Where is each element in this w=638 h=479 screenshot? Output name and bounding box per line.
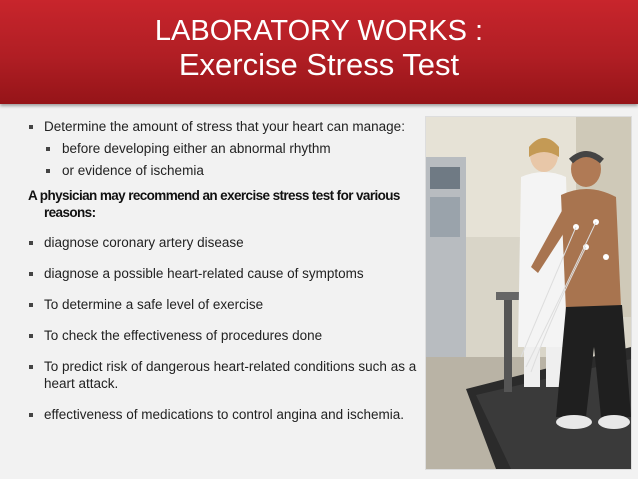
reason-item: To check the effectiveness of procedures done <box>28 327 420 344</box>
slide-body <box>28 118 420 423</box>
title-line-2: Exercise Stress Test <box>178 47 460 82</box>
reason-item: diagnose coronary artery disease <box>28 234 420 251</box>
sub-bullet: before developing either an abnormal rhythm <box>28 140 420 157</box>
reason-item: diagnose a possible heart-related cause of symptoms <box>28 265 420 282</box>
bullet-main: Determine the amount of stress that your heart can manage: <box>28 118 420 135</box>
reason-item: To predict risk of dangerous heart-related conditions such as a heart attack. <box>28 358 420 392</box>
title-bar <box>0 0 638 104</box>
section-heading: A physician may recommend an exercise stress test for various reasons: <box>28 188 400 220</box>
title-line-1: LABORATORY WORKS : <box>154 15 484 47</box>
reason-item: effectiveness of medications to control angina and ischemia. <box>28 406 420 423</box>
stress-test-photo <box>425 116 632 470</box>
slide-title <box>0 14 638 82</box>
reason-item: To determine a safe level of exercise <box>28 296 420 313</box>
sub-bullet: or evidence of ischemia <box>28 162 420 179</box>
